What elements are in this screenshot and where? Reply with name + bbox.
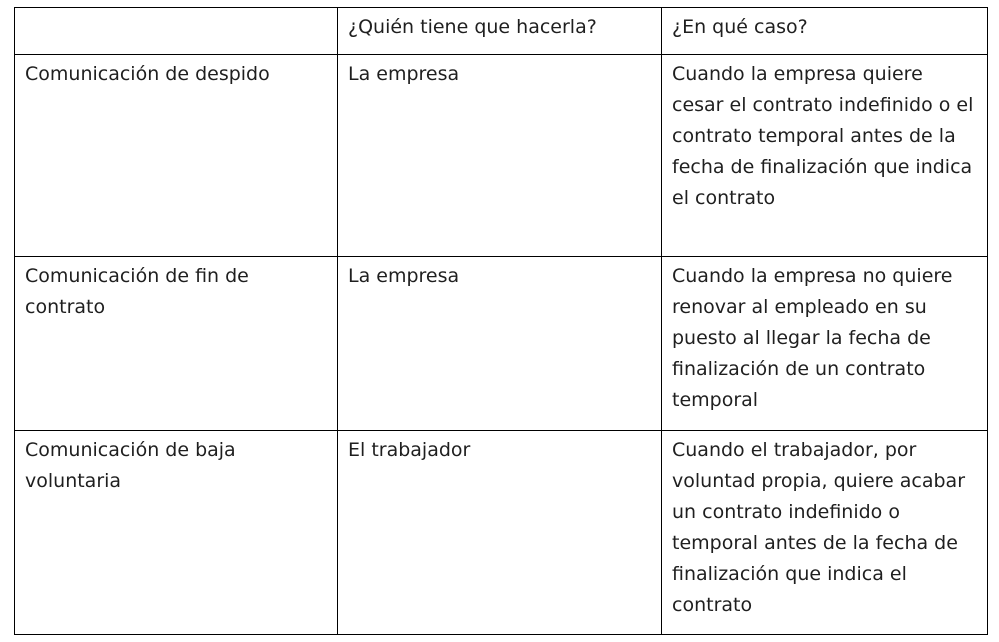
row-when-value: Cuando la empresa no quiere renovar al empleado en su puesto al llegar la fecha de finalización de un contrato temporal [672,265,953,411]
header-label-when: ¿En qué caso? [672,16,808,38]
row-type-label: Comunicación de baja voluntaria [25,439,236,492]
communications-table [14,7,988,635]
cell-who [338,257,662,431]
cell-type [15,257,338,431]
row-who-value: El trabajador [348,439,471,461]
header-cell-empty [15,8,338,55]
cell-type [15,55,338,257]
row-who-value: La empresa [348,265,460,287]
header-cell-who [338,8,662,55]
header-label-who: ¿Quién tiene que hacerla? [348,16,597,38]
table-row [15,257,988,431]
row-type-label: Comunicación de fin de contrato [25,265,249,318]
cell-type [15,431,338,635]
row-when-value: Cuando la empresa quiere cesar el contrato indefinido o el contrato temporal antes de la fecha de finalización que indica el contrato [672,63,974,209]
cell-who [338,431,662,635]
row-who-value: La empresa [348,63,460,85]
table-row [15,431,988,635]
table-header-row [15,8,988,55]
table-row [15,55,988,257]
row-type-label: Comunicación de despido [25,63,270,85]
cell-when [662,55,988,257]
cell-when [662,431,988,635]
header-cell-when [662,8,988,55]
cell-who [338,55,662,257]
row-when-value: Cuando el trabajador, por voluntad propia, quiere acabar un contrato indefinido o temporal antes de la fecha de finalización que indica el contrato [672,439,966,616]
cell-when [662,257,988,431]
